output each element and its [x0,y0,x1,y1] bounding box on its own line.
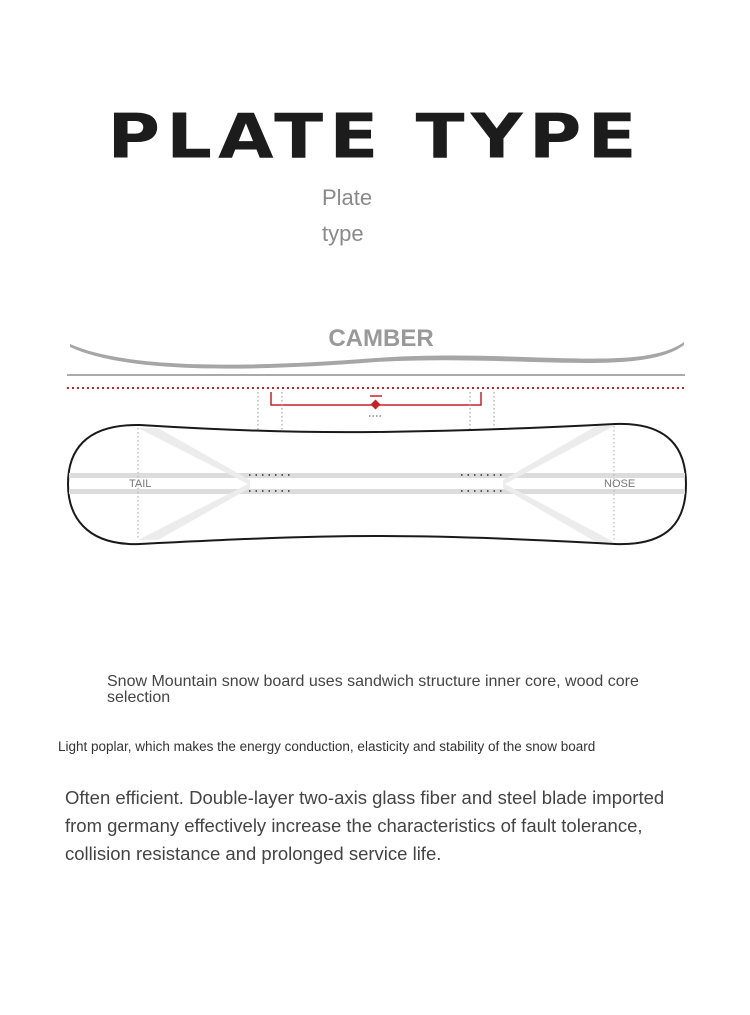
nose-label: NOSE [604,478,636,490]
snowboard-outline [68,424,686,544]
page-subtitle [322,180,442,252]
page-title: PLATE TYPE [107,100,643,172]
description-line-2: Light poplar, which makes the energy conduction, elasticity and stability of the snow board [58,739,596,754]
subtitle-line-2: type [322,221,364,246]
tail-label: TAIL [129,478,152,490]
snowboard-camber-diagram [0,300,750,580]
camber-center-marker [371,400,381,410]
description-line-3: Often efficient. Double-layer two-axis glass fiber and steel blade imported from germany effectively increase the characteristics of fault tolerance, collision resistance and prolonged service life. [65,787,665,864]
subtitle-line-1: Plate [322,185,373,210]
board-stripe-bottom [69,489,685,494]
board-stripe-top [69,473,685,478]
description-line-1: Snow Mountain snow board uses sandwich structure inner core, wood core selection [107,673,639,706]
camber-label: CAMBER [328,325,434,352]
